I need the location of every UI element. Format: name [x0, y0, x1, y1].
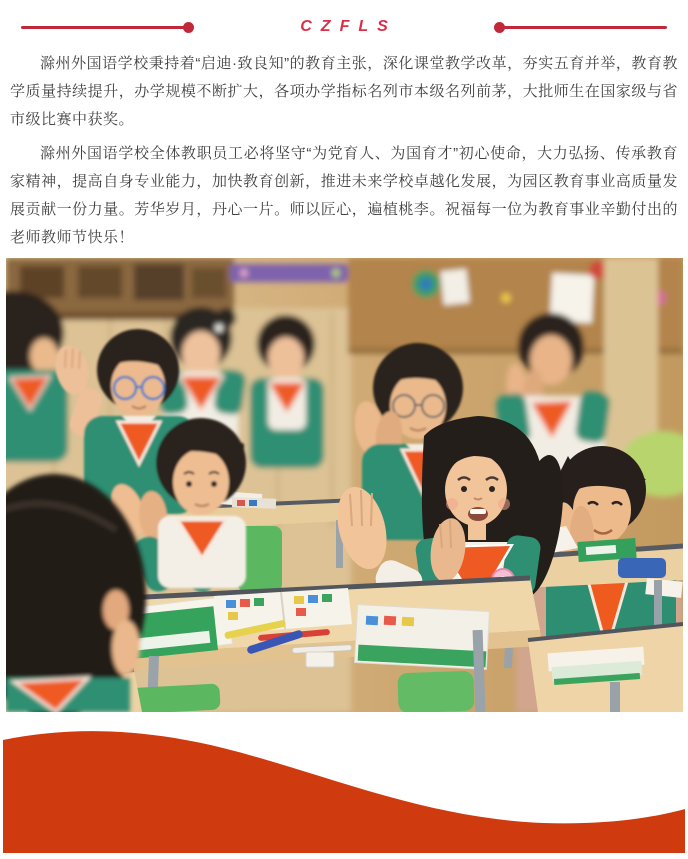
left-rule-line	[21, 26, 185, 29]
wave-graphic	[3, 726, 685, 853]
classroom-photo-illustration	[6, 258, 683, 712]
article-body	[0, 44, 688, 252]
wave-shape	[3, 731, 685, 853]
paragraph-2: 滁州外国语学校全体教职员工必将坚守“为党育人、为国育才”初心使命，大力弘扬、传承教育家精神，提高自身专业能力，加快教育创新，推进未来学校卓越化发展，为园区教育事业高质量发展贡献一份力量。芳华岁月，丹心一片。师以匠心，遍植桃李。祝福每一位为教育事业辛勤付出的老师教师节快乐！	[10, 145, 678, 246]
paragraph-1: 滁州外国语学校秉持着“启迪·致良知”的教育主张，深化课堂教学改革，夯实五育并举，教育教学质量持续提升，办学规模不断扩大，各项办学指标名列市本级名列前茅，大批师生在国家级与省市级比赛中获奖。	[10, 55, 678, 128]
classroom-photo	[0, 258, 688, 712]
header	[0, 0, 688, 44]
footer-wave	[3, 726, 685, 853]
left-dot-icon	[183, 22, 194, 33]
page-title: CZFLS	[300, 18, 397, 35]
right-rule-line	[503, 26, 667, 29]
